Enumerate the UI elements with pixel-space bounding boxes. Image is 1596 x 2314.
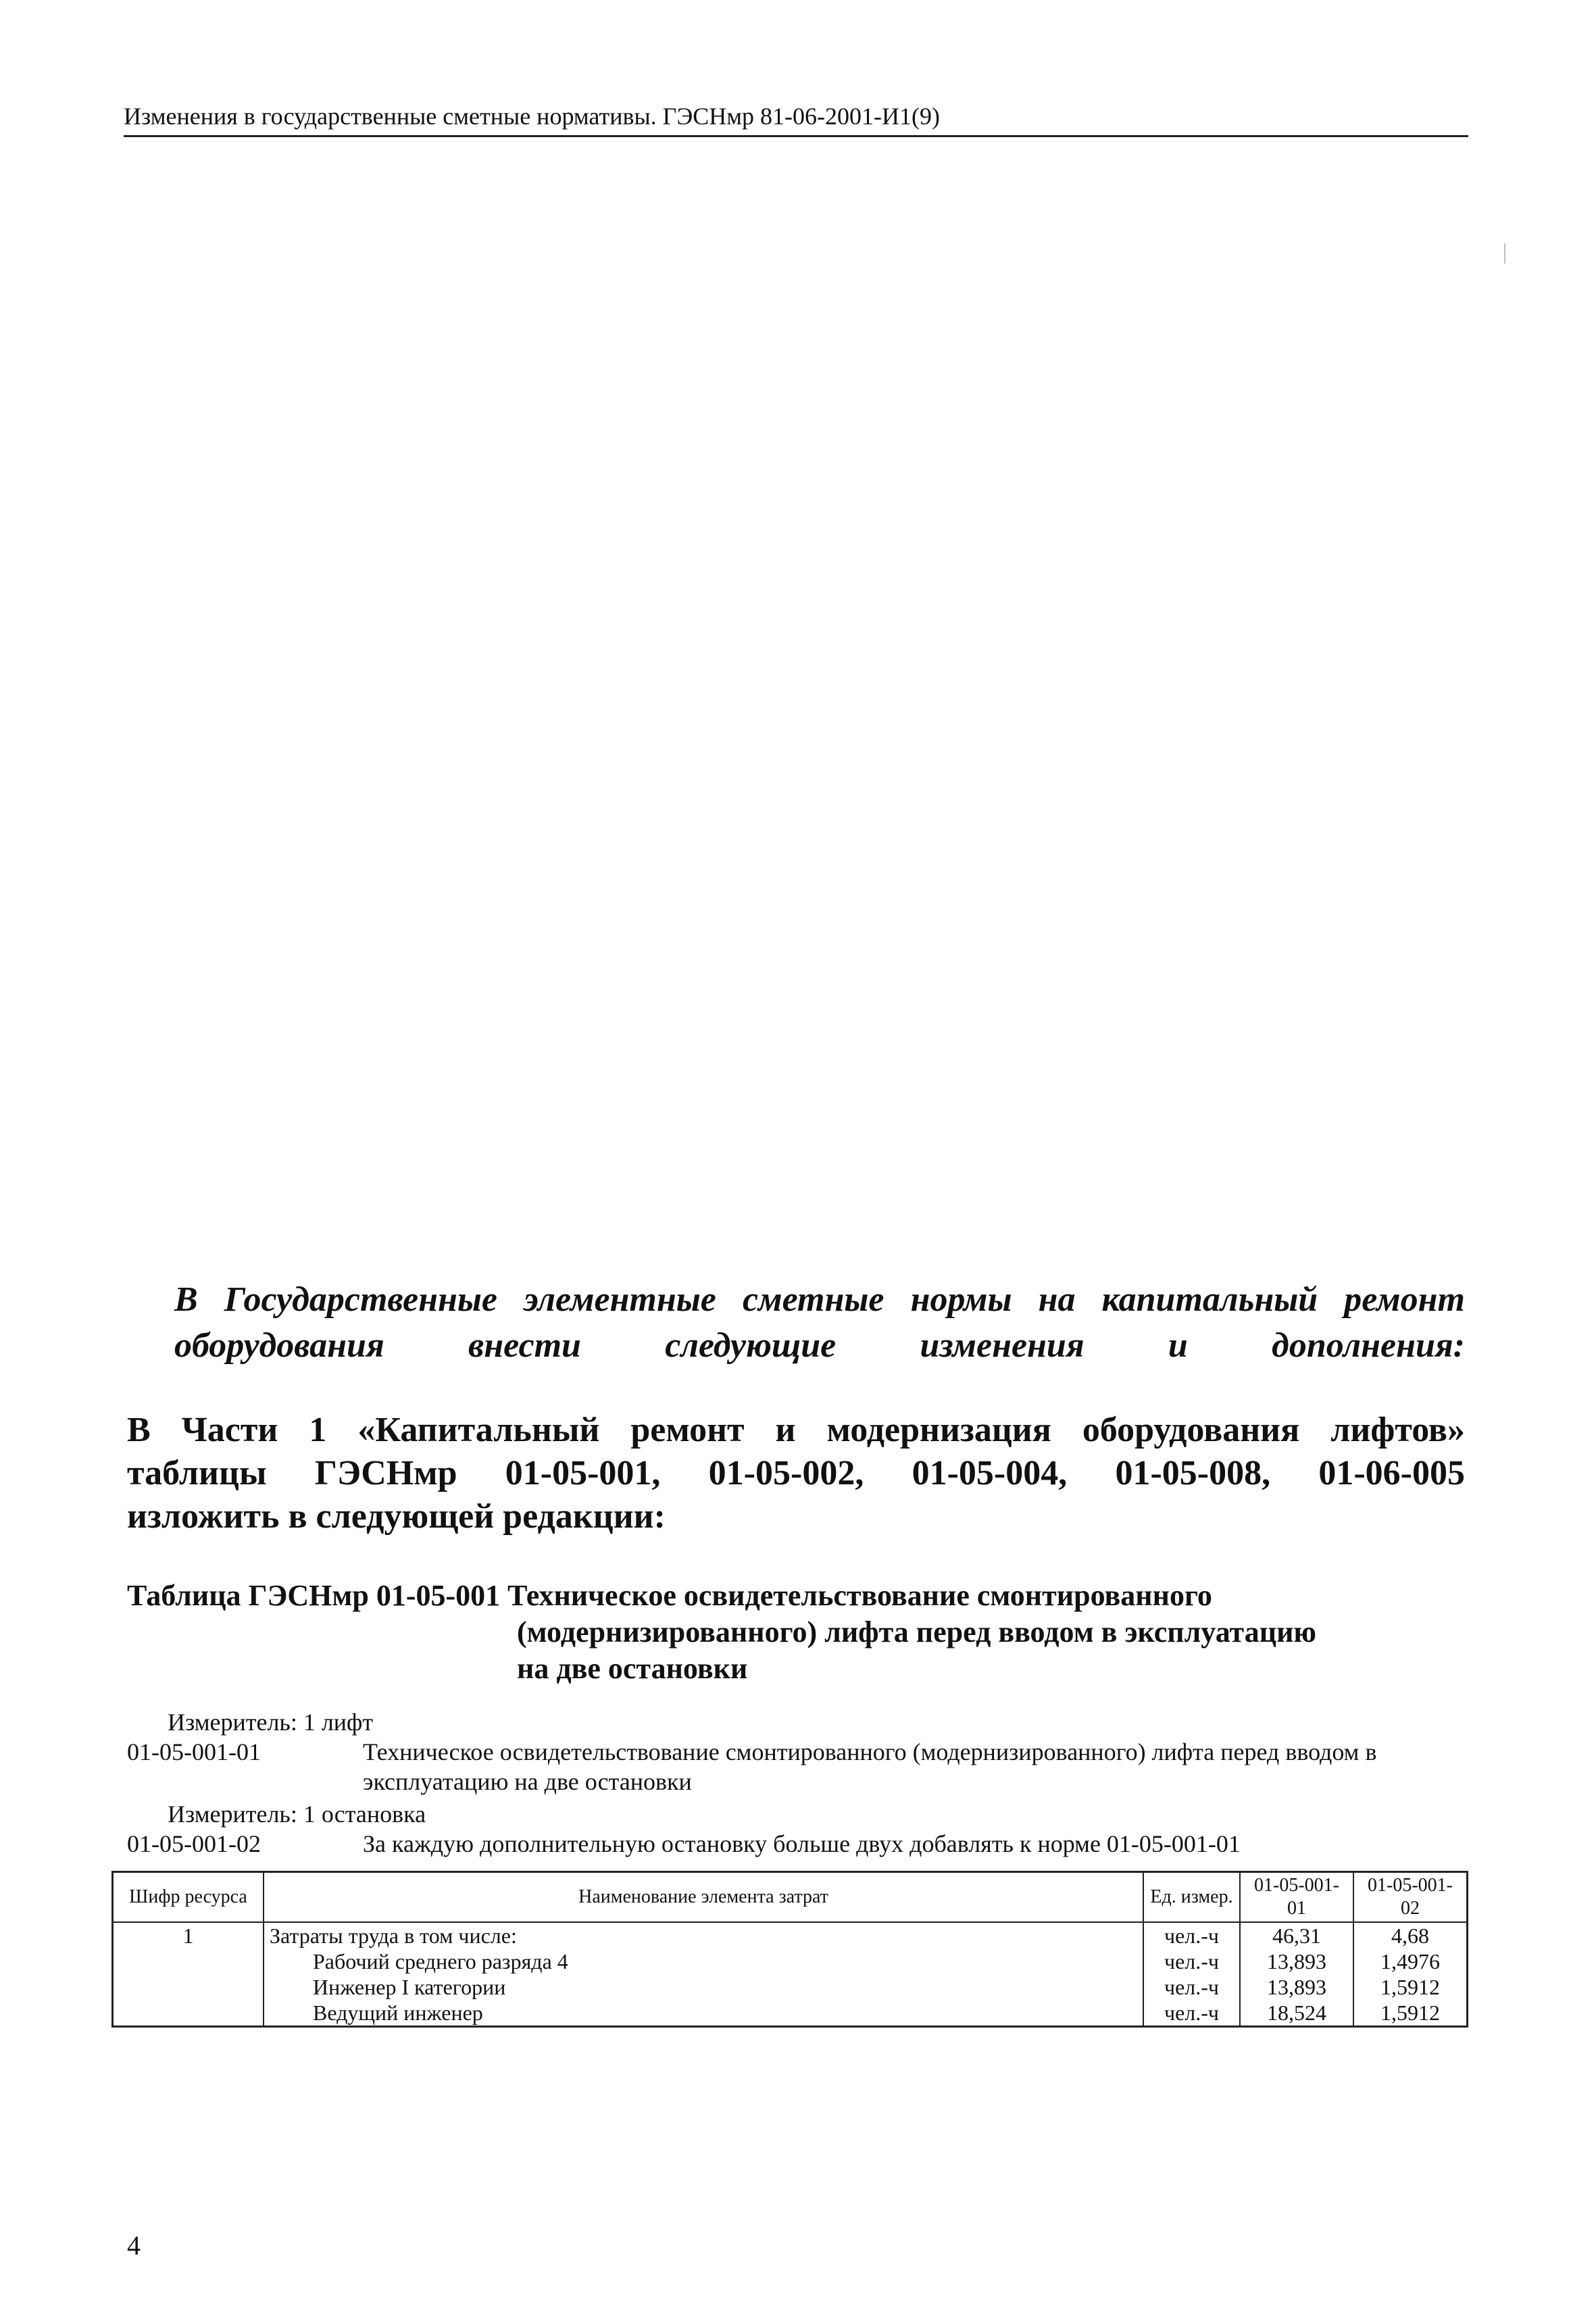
cell-norm-2: 4,68	[1353, 1922, 1468, 1948]
running-header: Изменения в государственные сметные нормативы. ГЭСНмр 81-06-2001-И1(9)	[124, 101, 1468, 137]
cell-name: Затраты труда в том числе:	[264, 1922, 1143, 1948]
header-unit: Ед. измер.	[1143, 1872, 1240, 1923]
cell-norm-1: 46,31	[1240, 1922, 1353, 1948]
norm-description-2: За каждую дополнительную остановку больше двух добавлять к норме 01-05-001-01	[363, 1830, 1241, 1857]
cell-code	[113, 1974, 264, 2000]
cell-unit: чел.-ч	[1143, 1948, 1240, 1974]
table-title-line-2: (модернизированного) лифта перед вводом в эксплуатацию	[517, 1615, 1317, 1649]
table-row	[113, 2000, 1468, 2027]
cell-code: 1	[113, 1922, 264, 1948]
cell-unit: чел.-ч	[1143, 2000, 1240, 2027]
cell-norm-1: 13,893	[1240, 1974, 1353, 2000]
table-title-line-3: на две остановки	[517, 1652, 748, 1685]
header-norm-1: 01-05-001-01	[1240, 1872, 1353, 1923]
part-line-1: В Части 1 «Капитальный ремонт и модернизация оборудования лифтов»	[127, 1411, 1465, 1449]
norm-code-2: 01-05-001-02	[127, 1830, 261, 1857]
header-norm-2: 01-05-001-02	[1353, 1872, 1468, 1923]
part-line-3: изложить в следующей редакции:	[127, 1497, 666, 1536]
header-code: Шифр ресурса	[113, 1872, 264, 1923]
cell-norm-1: 13,893	[1240, 1948, 1353, 1974]
cell-norm-2: 1,4976	[1353, 1948, 1468, 1974]
meter-1: Измеритель: 1 лифт	[168, 1709, 374, 1736]
cell-name: Рабочий среднего разряда 4	[264, 1948, 1143, 1974]
norm-code-1: 01-05-001-01	[127, 1738, 261, 1765]
cell-norm-1: 18,524	[1240, 2000, 1353, 2027]
meter-2: Измеритель: 1 остановка	[168, 1801, 426, 1828]
cell-name: Ведущий инженер	[264, 2000, 1143, 2027]
table-title-line-1: Таблица ГЭСНмр 01-05-001 Техническое освидетельствование смонтированного	[127, 1579, 1212, 1612]
part-line-2: таблицы ГЭСНмр 01-05-001, 01-05-002, 01-05-004, 01-05-008, 01-06-005	[127, 1454, 1465, 1492]
scan-artifact	[1504, 243, 1505, 263]
cell-code	[113, 2000, 264, 2027]
resources-table	[111, 1871, 1468, 2028]
intro-paragraph	[174, 1277, 1465, 1369]
cell-norm-2: 1,5912	[1353, 2000, 1468, 2027]
intro-line-2: оборудования внести следующие изменения и дополнения:	[174, 1326, 1465, 1365]
intro-line-1: В Государственные элементные сметные нормы на капитальный ремонт	[174, 1280, 1465, 1319]
table-row	[113, 1974, 1468, 2000]
table-row	[113, 1922, 1468, 1948]
cell-unit: чел.-ч	[1143, 1922, 1240, 1948]
part-paragraph	[127, 1409, 1465, 1538]
header-name: Наименование элемента затрат	[264, 1872, 1143, 1923]
norm-description-1: Техническое освидетельствование смонтированного (модернизированного) лифта перед вводом в эксплуатацию на две остановки	[363, 1738, 1377, 1795]
table-header-row	[113, 1872, 1468, 1923]
cell-name: Инженер I категории	[264, 1974, 1143, 2000]
cell-norm-2: 1,5912	[1353, 1974, 1468, 2000]
table-title	[127, 1578, 1316, 1687]
page-number: 4	[127, 2230, 141, 2261]
table-row	[113, 1948, 1468, 1974]
cell-code	[113, 1948, 264, 1974]
cell-unit: чел.-ч	[1143, 1974, 1240, 2000]
